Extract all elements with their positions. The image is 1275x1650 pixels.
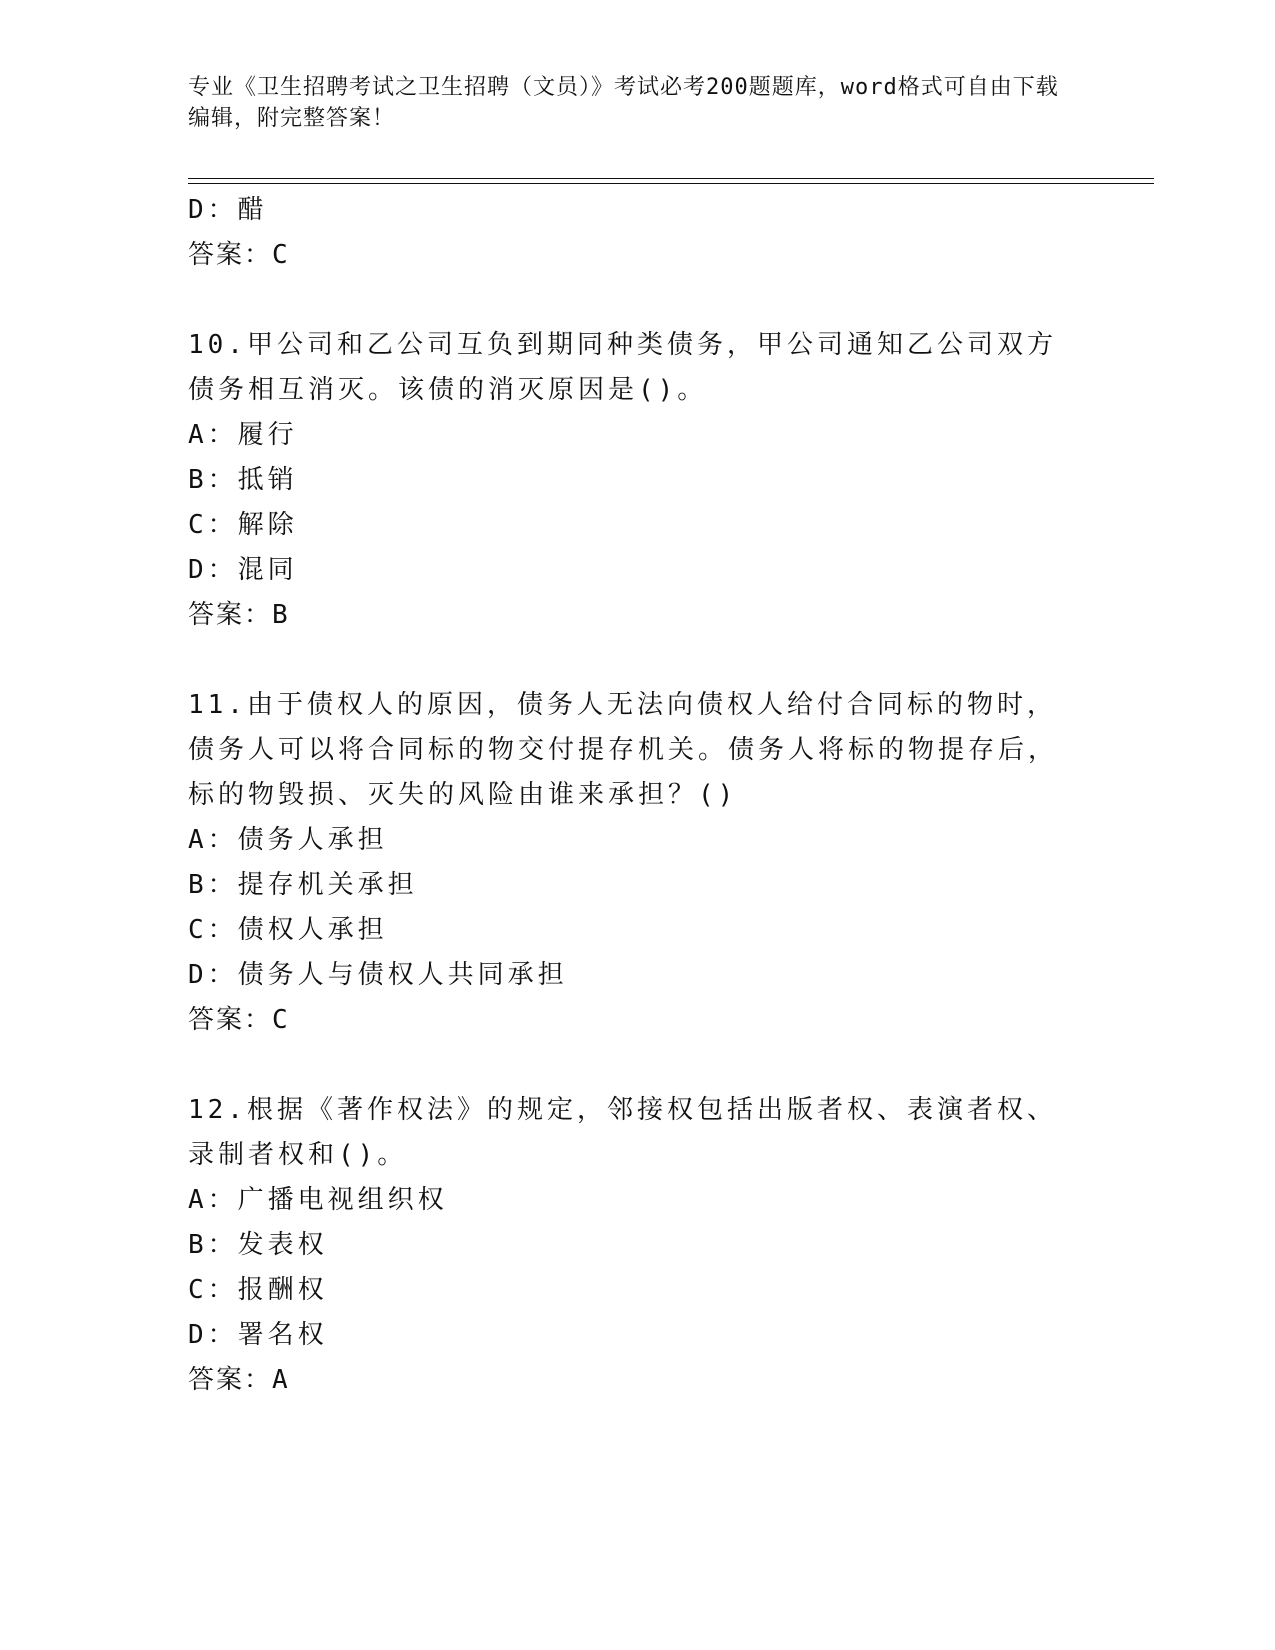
- option-a: A：债务人承担: [188, 825, 388, 855]
- option-d: D：署名权: [188, 1320, 328, 1350]
- document-body: [188, 188, 1088, 1403]
- header-title: 专业《卫生招聘考试之卫生招聘（文员）》考试必考200题题库，word格式可自由下载编辑，附完整答案！: [188, 75, 1059, 131]
- answer-line: [188, 998, 1088, 1043]
- answer-value: B: [272, 600, 288, 630]
- answer-value: C: [272, 1005, 288, 1035]
- option-c: C：解除: [188, 510, 298, 540]
- answer-line: [188, 593, 1088, 638]
- question-spacer: [188, 638, 1088, 683]
- question-text: 11.由于债权人的原因，债务人无法向债权人给付合同标的物时，债务人可以将合同标的物交付提存机关。债务人将标的物提存后，标的物毁损、灭失的风险由谁来承担？(): [188, 690, 1059, 810]
- option-d: D：债务人与债权人共同承担: [188, 960, 568, 990]
- option-c: C：报酬权: [188, 1275, 328, 1305]
- option-b: B：提存机关承担: [188, 870, 418, 900]
- header-rule-top: [188, 178, 1154, 179]
- answer-label: 答案：: [188, 1005, 273, 1035]
- answer-line: [188, 233, 1088, 278]
- option-d: D：混同: [188, 555, 298, 585]
- option-b: B：抵销: [188, 465, 298, 495]
- option-c: C：债权人承担: [188, 915, 388, 945]
- question-text: 10.甲公司和乙公司互负到期同种类债务，甲公司通知乙公司双方债务相互消灭。该债的消灭原因是()。: [188, 330, 1057, 405]
- header-rule-bottom: [188, 183, 1154, 184]
- option-a: A：广播电视组织权: [188, 1185, 448, 1215]
- question-spacer: [188, 1043, 1088, 1088]
- answer-label: 答案：: [188, 600, 273, 630]
- question-12: [188, 1088, 1088, 1403]
- question-spacer: [188, 278, 1088, 323]
- answer-line: [188, 1358, 1088, 1403]
- option-a: A：履行: [188, 420, 298, 450]
- question-partial: [188, 188, 1088, 278]
- option-d: D：醋: [188, 195, 268, 225]
- answer-label: 答案：: [188, 1365, 273, 1395]
- answer-value: A: [272, 1365, 288, 1395]
- answer-label: 答案：: [188, 240, 273, 270]
- question-11: [188, 683, 1088, 1043]
- option-b: B：发表权: [188, 1230, 328, 1260]
- question-10: [188, 323, 1088, 638]
- document-header: [188, 72, 1068, 134]
- answer-value: C: [272, 240, 288, 270]
- question-text: 12.根据《著作权法》的规定，邻接权包括出版者权、表演者权、录制者权和()。: [188, 1095, 1057, 1170]
